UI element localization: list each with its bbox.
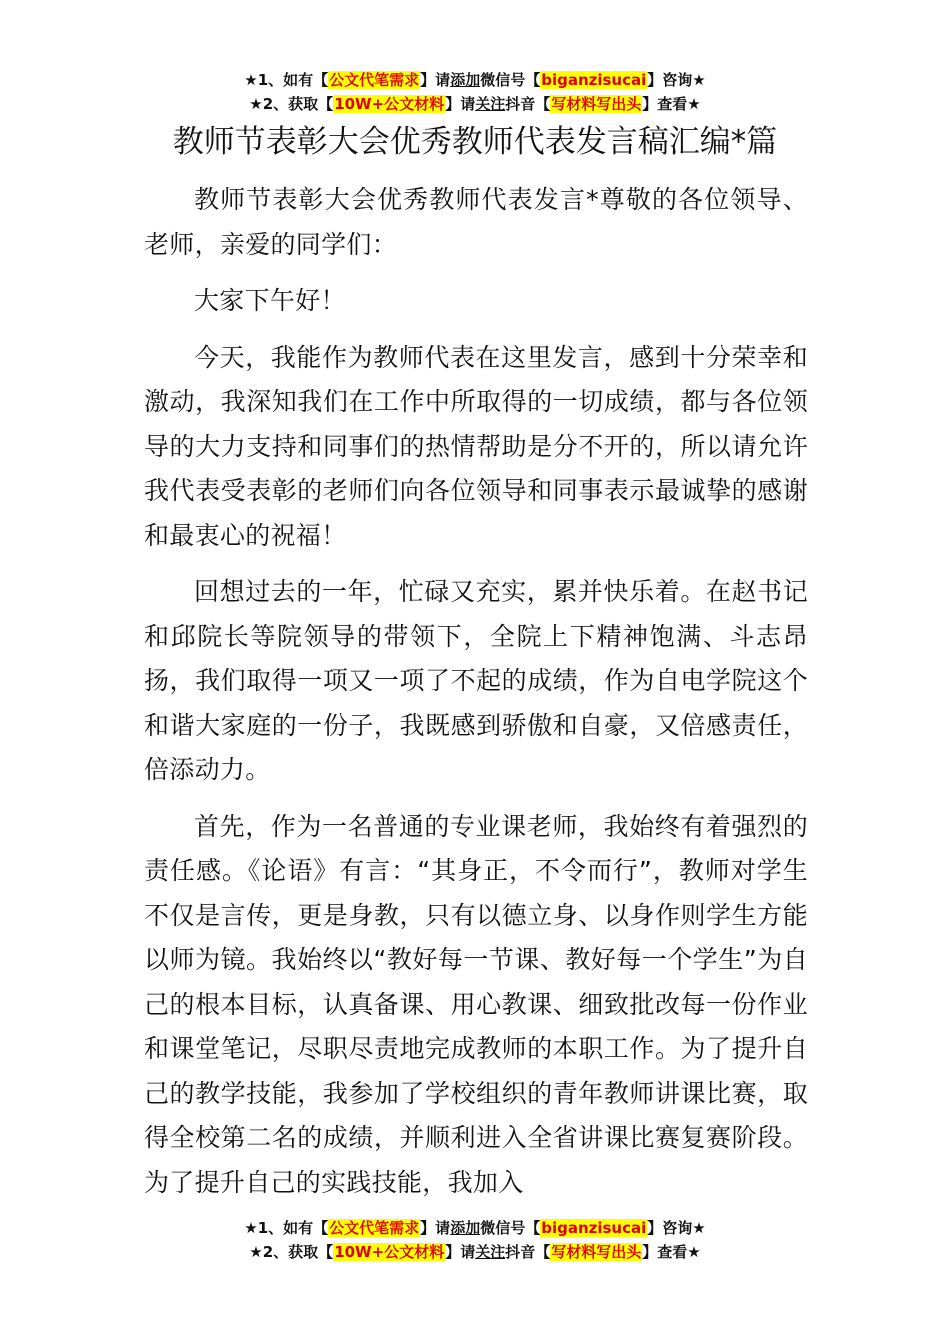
banner-highlight: 公文代笔需求	[329, 1219, 420, 1237]
banner-highlight: 公文代笔需求	[329, 71, 420, 89]
paragraph: 回想过去的一年，忙碌又充实，累并快乐着。在赵书记和邱院长等院领导的带领下，全院上下精神饱满、斗志昂扬，我们取得一项又一项了不起的成绩，作为自电学院这个和谐大家庭的一份子，我既感到骄傲和自豪，又倍感责任，倍添动力。	[144, 577, 808, 784]
document-title: 教师节表彰大会优秀教师代表发言稿汇编*篇	[172, 124, 778, 160]
banner-highlight: biganzisucai	[541, 1219, 647, 1237]
banner-underlined: 添加	[450, 71, 481, 89]
banner-line-2	[0, 1240, 950, 1264]
banner-text: 】咨询★	[647, 71, 706, 89]
banner-underlined: 关注	[475, 1243, 506, 1261]
banner-highlight: biganzisucai	[541, 71, 647, 89]
banner-text: 】查看★	[642, 1243, 701, 1261]
banner-text: 】请	[445, 1243, 476, 1261]
banner-text: 】请	[445, 95, 476, 113]
banner-text: ★2、获取【	[249, 1243, 334, 1261]
banner-text: 抖音【	[505, 1243, 551, 1261]
banner-text: 】查看★	[642, 95, 701, 113]
document-body	[144, 178, 808, 1217]
banner-text: ★1、如有【	[244, 71, 329, 89]
paragraph: 今天，我能作为教师代表在这里发言，感到十分荣幸和激动，我深知我们在工作中所取得的一切成绩，都与各位领导的大力支持和同事们的热情帮助是分不开的，所以请允许我代表受表彰的老师们向各位领导和同事表示最诚挚的感谢和最衷心的祝福！	[144, 342, 808, 550]
banner-line-1	[0, 1216, 950, 1240]
paragraph: 大家下午好！	[194, 286, 346, 315]
banner-highlight: 写材料写出头	[551, 95, 642, 113]
header-banner	[0, 68, 950, 116]
banner-text: 】请	[420, 71, 451, 89]
banner-line-2	[0, 92, 950, 116]
paragraph: 首先，作为一名普通的专业课老师，我始终有着强烈的责任感。《论语》有言：“其身正，不令而行”，教师对学生不仅是言传，更是身教，只有以德立身、以身作则学生方能以师为镜。我始终以“教好每一节课、教好每一个学生”为自己的根本目标，认真备课、用心教课、细致批改每一份作业和课堂笔记，尽职尽责地完成教师的本职工作。为了提升自己的教学技能，我参加了学校组织的青年教师讲课比赛，取得全校第二名的成绩，并顺利进入全省讲课比赛复赛阶段。为了提升自己的实践技能，我加入	[144, 811, 808, 1197]
banner-text: 抖音【	[505, 95, 551, 113]
paragraph: 教师节表彰大会优秀教师代表发言*尊敬的各位领导、老师，亲爱的同学们：	[144, 185, 808, 259]
banner-text: 微信号【	[480, 71, 541, 89]
banner-underlined: 关注	[475, 95, 506, 113]
banner-text: 】咨询★	[647, 1219, 706, 1237]
banner-highlight: 写材料写出头	[551, 1243, 642, 1261]
banner-highlight: 10W+公文材料	[334, 95, 445, 113]
banner-text: 微信号【	[480, 1219, 541, 1237]
banner-underlined: 添加	[450, 1219, 481, 1237]
footer-banner	[0, 1216, 950, 1264]
banner-line-1	[0, 68, 950, 92]
banner-text: 】请	[420, 1219, 451, 1237]
banner-text: ★2、获取【	[249, 95, 334, 113]
banner-text: ★1、如有【	[244, 1219, 329, 1237]
banner-highlight: 10W+公文材料	[334, 1243, 445, 1261]
